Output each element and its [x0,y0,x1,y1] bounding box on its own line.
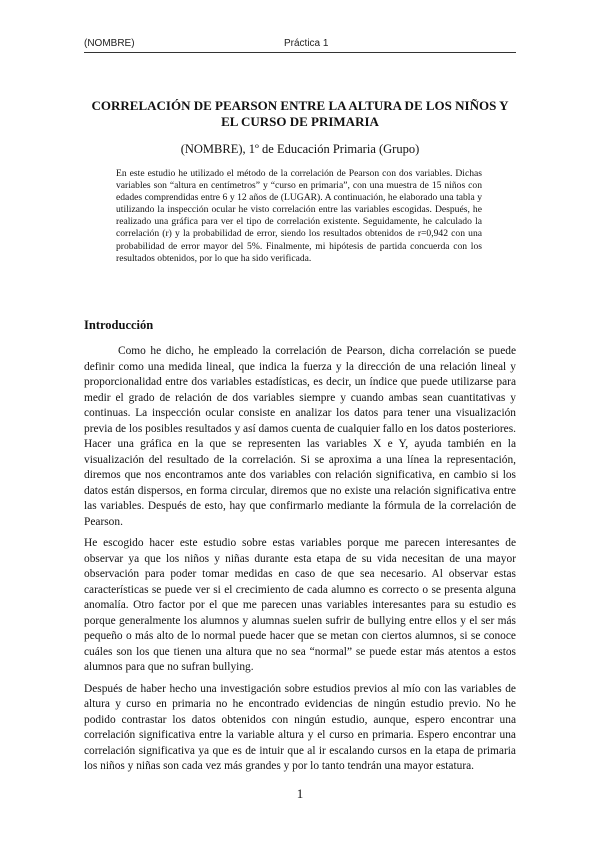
header-divider [84,52,516,53]
abstract: En este estudio he utilizado el método de la correlación de Pearson con dos variables. Dichas variables son “altura en centímetros” y “curso en primaria”, con una muestra de 15 niños con edades comprendidas entre 6 y 12 años de (LUGAR). A continuación, he elaborado una tabla y utilizando la inspección ocular he visto correlación entre las variables escogidas. Después, he realizado una gráfica para ver el tipo de correlación existente. Seguidamente, he calculado la correlación (r) y la probabilidad de error, siendo los resultados obtenidos de r=0,942 con una probabilidad de error mayor del 5%. Finalmente, mi hipótesis de partida concuerda con los resultados obtenidos, por lo que ha sido verificada. [116,168,482,264]
body-paragraph: Después de haber hecho una investigación sobre estudios previos al mío con las variables de altura y curso en primaria no he encontrado evidencias de ningún estudio previo. No he podido contrastar los datos obtenidos con ningún estudio, aunque, espero encontrar una correlación significativa entre la variable altura y el curso en primaria. Espero encontrar una correlación significativa ya que es de intuir que al ir escalando cursos en la etapa de primaria los niños y niñas son cada vez más grandes y por lo tanto tendrán una mayor estatura. [84,682,516,772]
paper-title: CORRELACIÓN DE PEARSON ENTRE LA ALTURA DE LOS NIÑOS Y EL CURSO DE PRIMARIA [91,98,509,129]
header-practice: Práctica 1 [284,38,329,49]
body-paragraph: He escogido hacer este estudio sobre estas variables porque me parecen interesantes de observar ya que los niños y niñas durante esta etapa de su vida necesitan de una mayor observación para poder tomar medidas en caso de que sea necesario. Al observar estas características se puede ver si el crecimiento de cada alumno es correcto o se presenta alguna anomalía. Otro factor por el que me parecen unas variables interesantes para su estudio es porque generalmente los alumnos y alumnas suelen sufrir de bullying entre ellos y el ser más pequeño o más alto de lo normal puede hacer que se metan con ciertos alumnos, si se conoce cuáles son los que tienen una altura que no sea “normal” se puede estar más atentos a estos alumnos para que no sufran bullying. [84,537,516,673]
author-line: (NOMBRE), 1º de Educación Primaria (Grupo) [180,142,420,156]
page-number: 1 [296,786,304,801]
header-author: (NOMBRE) [84,38,135,49]
section-body [84,344,516,781]
section-title-introduction: Introducción [84,318,154,332]
page-header [84,38,516,52]
body-paragraph: Como he dicho, he empleado la correlación de Pearson, dicha correlación se puede definir como una medida lineal, que indica la fuerza y la dirección de una relación lineal y proporcionalidad entre dos variables estadísticas, es decir, un índice que puede utilizarse para medir el grado de relación de dos variables siempre y cuando ambas sean cuantitativas y continuas. La inspección ocular consiste en analizar los datos para tener una visualización previa de los posibles resultados y así damos cuenta de cualquier fallo en los datos posteriores. Hacer una gráfica en la que se representen las variables X e Y, ayuda también en la visualización del resultado de la correlación. Si se aproxima a una línea la representación, diremos que nos encontramos ante dos variables con relación significativa, en cambio si los datos están dispersos, en forma circular, diremos que no existe una relación significativa entre las variables. Después de esto, hay que confirmarlo mediante la fórmula de la correlación de Pearson. [84,345,516,528]
